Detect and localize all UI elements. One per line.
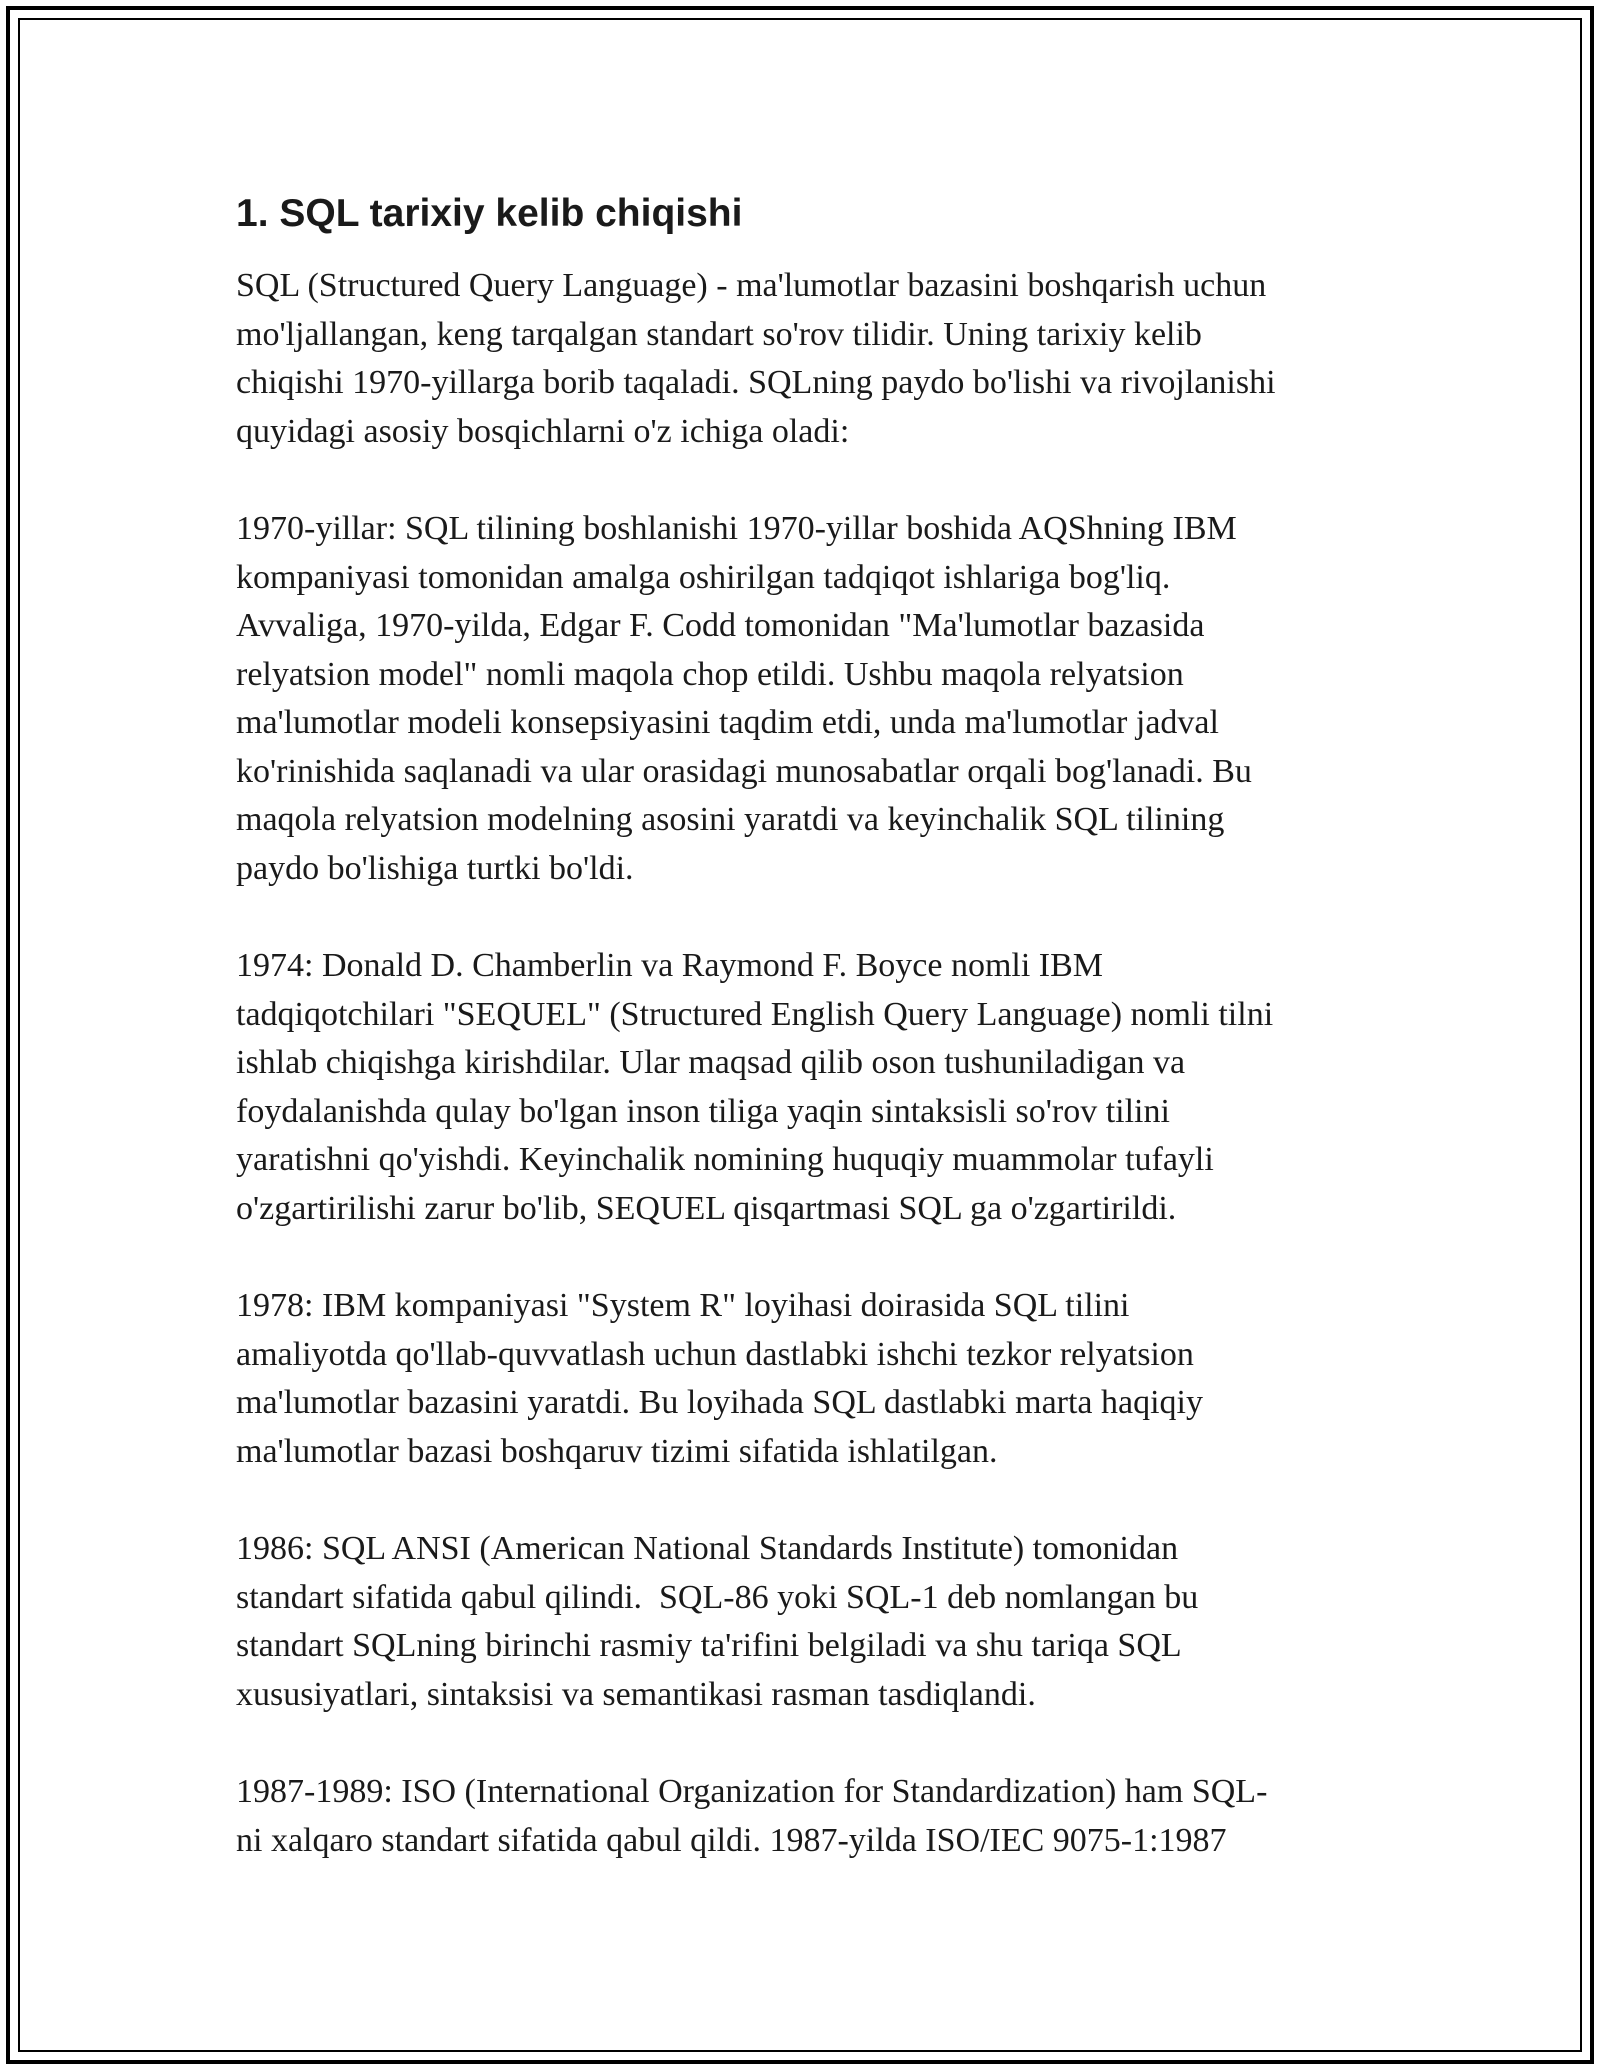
- text-line: ko'rinishida saqlanadi va ular orasidagi munosabatlar orqali bog'lanadi. Bu: [236, 752, 1252, 790]
- text-line: ma'lumotlar modeli konsepsiyasini taqdim etdi, unda ma'lumotlar jadval: [236, 704, 1219, 741]
- text-line: amaliyotda qo'llab-quvvatlash uchun dastlabki ishchi tezkor relyatsion: [236, 1335, 1194, 1373]
- paragraph-1970s: [236, 505, 1376, 893]
- text-line: SQL (Structured Query Language) - ma'lumotlar bazasini boshqarish uchun: [236, 267, 1267, 304]
- text-line: standart sifatida qabul qilindi. SQL-86 yoki SQL-1 deb nomlangan bu: [236, 1578, 1199, 1616]
- text-line: Avvaliga, 1970-yilda, Edgar F. Codd tomonidan "Ma'lumotlar bazasida: [236, 607, 1205, 644]
- document-body: [236, 188, 1376, 1914]
- paragraph-1986: [236, 1525, 1376, 1719]
- text-line: kompaniyasi tomonidan amalga oshirilgan tadqiqot ishlariga bog'liq.: [236, 558, 1171, 596]
- paragraph-intro: [236, 262, 1376, 456]
- text-line: yaratishni qo'yishdi. Keyinchalik nomining huquqiy muammolar tufayli: [236, 1141, 1214, 1178]
- text-line: 1986: SQL ANSI (American National Standards Institute) tomonidan: [236, 1530, 1179, 1567]
- text-line: 1970-yillar: SQL tilining boshlanishi 1970-yillar boshida AQShning IBM: [236, 510, 1237, 547]
- text-line: ishlab chiqishga kirishdilar. Ular maqsad qilib oson tushuniladigan va: [236, 1044, 1186, 1081]
- paragraph-1978: [236, 1282, 1376, 1476]
- text-line: xususiyatlari, sintaksisi va semantikasi rasman tasdiqlandi.: [236, 1675, 1036, 1713]
- paragraph-1974: [236, 942, 1376, 1233]
- paragraph-1987-1989: [236, 1768, 1376, 1865]
- text-line: ma'lumotlar bazasi boshqaruv tizimi sifatida ishlatilgan.: [236, 1432, 998, 1470]
- text-line: maqola relyatsion modelning asosini yaratdi va keyinchalik SQL tilining: [236, 801, 1225, 838]
- text-line: 1987-1989: ISO (International Organization for Standardization) ham SQL-: [236, 1773, 1268, 1810]
- text-line: standart SQLning birinchi rasmiy ta'rifini belgiladi va shu tariqa SQL: [236, 1627, 1182, 1664]
- text-line: paydo bo'lishiga turtki bo'ldi.: [236, 849, 634, 887]
- text-line: tadqiqotchilari "SEQUEL" (Structured English Query Language) nomli tilni: [236, 995, 1274, 1033]
- text-line: foydalanishda qulay bo'lgan inson tiliga yaqin sintaksisli so'rov tilini: [236, 1092, 1170, 1130]
- text-line: chiqishi 1970-yillarga borib taqaladi. SQLning paydo bo'lishi va rivojlanishi: [236, 364, 1276, 401]
- text-line: 1978: IBM kompaniyasi "System R" loyihasi doirasida SQL tilini: [236, 1287, 1130, 1324]
- text-line: o'zgartirilishi zarur bo'lib, SEQUEL qisqartmasi SQL ga o'zgartirildi.: [236, 1189, 1177, 1227]
- section-heading: 1. SQL tarixiy kelib chiqishi: [236, 192, 743, 235]
- text-line: 1974: Donald D. Chamberlin va Raymond F. Boyce nomli IBM: [236, 947, 1104, 984]
- text-line: quyidagi asosiy bosqichlarni o'z ichiga oladi:: [236, 412, 850, 450]
- text-line: mo'ljallangan, keng tarqalgan standart so'rov tilidir. Uning tarixiy kelib: [236, 315, 1202, 353]
- text-line: ma'lumotlar bazasini yaratdi. Bu loyihada SQL dastlabki marta haqiqiy: [236, 1384, 1204, 1421]
- text-line: relyatsion model" nomli maqola chop etildi. Ushbu maqola relyatsion: [236, 655, 1184, 693]
- text-line: ni xalqaro standart sifatida qabul qildi. 1987-yilda ISO/IEC 9075-1:1987: [236, 1821, 1227, 1859]
